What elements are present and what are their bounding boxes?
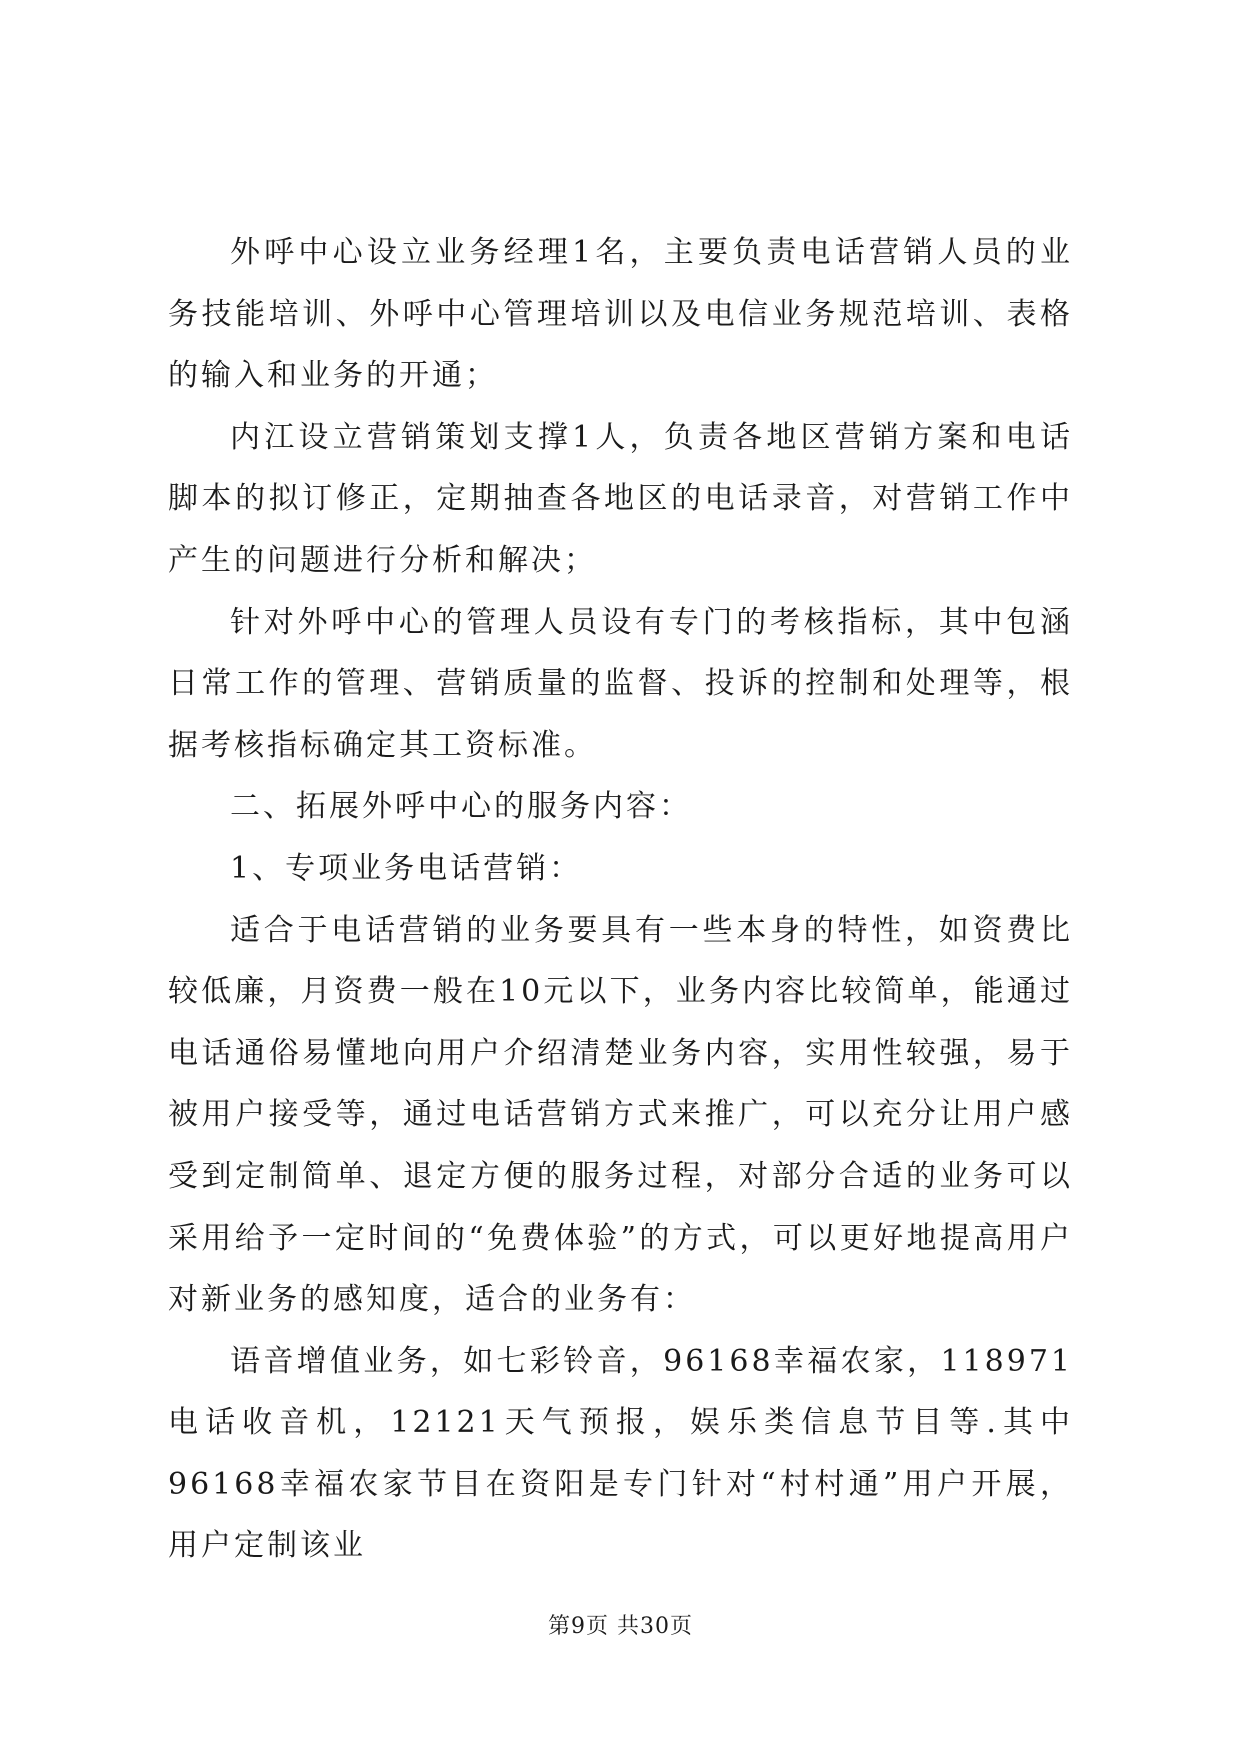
body-text [168,222,1073,1577]
paragraph-marketing-planning: 内江设立营销策划支撑1人，负责各地区营销方案和电话脚本的拟订修正，定期抽查各地区的电话录音，对营销工作中产生的问题进行分析和解决； [168,419,1073,578]
section-heading: 二、拓展外呼中心的服务内容： [230,789,692,825]
paragraph-business-manager: 外呼中心设立业务经理1名，主要负责电话营销人员的业务技能培训、外呼中心管理培训以及电信业务规范培训、表格的输入和业务的开通； [168,235,1073,394]
page-number-label: 第9页 共30页 [548,1614,693,1639]
subsection-heading: 1、专项业务电话营销： [230,850,583,886]
paragraph-voice-value-added: 语音增值业务，如七彩铃音，96168幸福农家，118971电话收音机，12121天气预报，娱乐类信息节目等.其中96168幸福农家节目在资阳是专门针对“村村通”用户开展，用户定制该业 [168,1343,1073,1564]
paragraph-telemarketing-features: 适合于电话营销的业务要具有一些本身的特性，如资费比较低廉，月资费一般在10元以下，业务内容比较简单，能通过电话通俗易懂地向用户介绍清楚业务内容，实用性较强，易于被用户接受等，通过电话营销方式来推广，可以充分让用户感受到定制简单、退定方便的服务过程，对部分合适的业务可以采用给予一定时间的“免费体验”的方式，可以更好地提高用户对新业务的感知度，适合的业务有： [168,912,1073,1318]
paragraph-assessment: 针对外呼中心的管理人员设有专门的考核指标，其中包涵日常工作的管理、营销质量的监督、投诉的控制和处理等，根据考核指标确定其工资标准。 [168,604,1073,763]
page-footer [0,1609,1241,1640]
